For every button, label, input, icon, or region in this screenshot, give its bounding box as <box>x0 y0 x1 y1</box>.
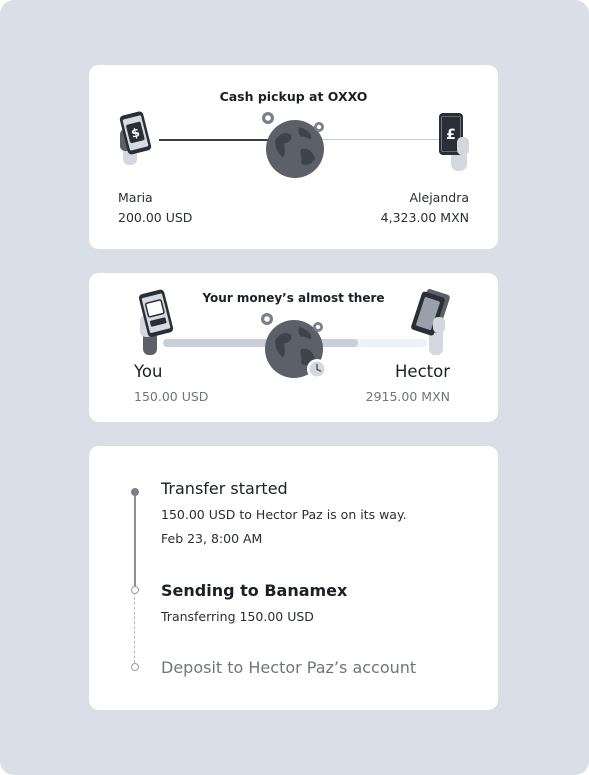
step-1-title: Transfer started <box>161 479 288 498</box>
timeline-dot-current <box>131 586 139 594</box>
transfer-line-right <box>319 139 441 140</box>
step-3-title: Deposit to Hector Paz’s account <box>161 658 417 677</box>
progress-card <box>89 273 498 422</box>
location-pin-icon <box>261 313 273 325</box>
step-1-detail: 150.00 USD to Hector Paz is on its way. <box>161 507 407 522</box>
globe-icon <box>259 311 339 387</box>
phone-dollar-icon <box>115 109 157 167</box>
step-1-time: Feb 23, 8:00 AM <box>161 531 263 546</box>
step-2-title: Sending to Banamex <box>161 581 348 600</box>
timeline-dot-done <box>131 488 139 496</box>
timeline-line-pending <box>134 592 135 668</box>
svg-text:$: $ <box>129 125 142 141</box>
sender-name: Maria <box>118 190 153 205</box>
recipient-name: Hector <box>395 362 450 381</box>
sender-name: You <box>134 362 163 381</box>
transfer-timeline-card <box>89 446 498 710</box>
location-pin-icon <box>262 112 274 124</box>
step-2-detail: Transferring 150.00 USD <box>161 609 314 624</box>
clock-icon <box>307 359 327 379</box>
progress-title: Your money’s almost there <box>202 291 385 305</box>
recipient-amount: 2915.00 MXN <box>365 389 450 404</box>
timeline-dot-pending <box>131 663 139 671</box>
recipient-name: Alejandra <box>409 190 469 205</box>
sender-amount: 200.00 USD <box>118 210 193 225</box>
timeline-line-complete <box>134 491 136 591</box>
cash-pickup-title: Cash pickup at OXXO <box>219 89 368 104</box>
svg-text:£: £ <box>446 127 456 143</box>
globe-icon <box>261 109 331 181</box>
phone-bill-icon <box>135 287 177 357</box>
transfer-line-left <box>159 139 271 141</box>
phone-pound-icon <box>435 111 475 171</box>
phone-cash-icon <box>411 287 453 357</box>
recipient-amount: 4,323.00 MXN <box>380 210 469 225</box>
sender-amount: 150.00 USD <box>134 389 209 404</box>
cash-pickup-card <box>89 65 498 249</box>
